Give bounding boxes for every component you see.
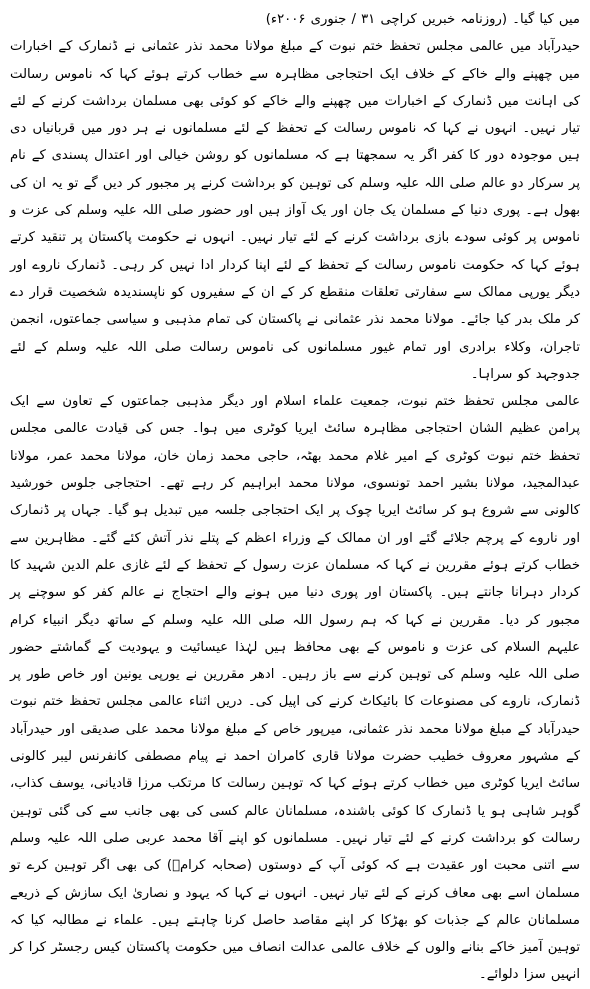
source-citation-line: میں کیا گیا۔ (روزنامہ خبریں کراچی ۳۱ / جنوری ۲۰۰۶ء) <box>265 12 580 27</box>
paragraph-kotri-protest: عالمی مجلس تحفظ ختم نبوت، جمعیت علماء اسلام اور دیگر مذہبی جماعتوں کے تعاون سے ایک پرامن عظیم الشان احتجاجی مظاہرہ سائٹ ایریا کوٹری میں ہوا۔ جس کی قیادت عالمی مجلس تحفظ ختم نبوت کوٹری کے امیر غلام محمد بھٹہ، حاجی محمد زمان خان، مولانا محمد عمر، مولانا عبدالمجید، مولانا بشیر احمد تونسوی، مولانا محمد ابراہیم کر رہے تھے۔ احتجاجی جلوس خورشید کالونی سے شروع ہو کر سائٹ ایریا چوک پر ایک احتجاجی جلسہ میں تبدیل ہو گیا۔ جہاں پر ڈنمارک اور ناروے کے پرچم جلائے گئے اور ان ممالک کے وزراء اعظم کے پتلے نذر آتش کئے گئے۔ مظاہرین سے خطاب کرتے ہوئے مقررین نے کہا کہ مسلمان عزت رسول کے تحفظ کے لئے غازی علم الدین شہید کا کردار دہرانا جانتے ہیں۔ پاکستان اور پوری دنیا میں ہونے والے احتجاج نے عالم کفر کو سوچنے پر مجبور کر دیا۔ مقررین نے کہا کہ ہم رسول اللہ صلی اللہ علیہ وسلم کے ساتھ دیگر انبیاء کرام علیہم السلام کی عزت و ناموس کے بھی محافظ ہیں لہٰذا عیسائیت و یہودیت کے گماشتے حضور صلی اللہ علیہ وسلم کی توہین کرنے سے باز رہیں۔ ادھر مقررین نے یورپی یونین اور خاص طور پر ڈنمارک، ناروے کی مصنوعات کا بائیکاٹ کرنے کی اپیل کی۔ دریں اثناء عالمی مجلس تحفظ ختم نبوت حیدرآباد کے مبلغ مولانا محمد نذر عثمانی، میرپور خاص کے مبلغ مولانا محمد علی صدیقی اور حیدرآباد کے مشہور معروف خطیب حضرت مولانا قاری کامران احمد نے پیام مصطفی کانفرنس لیبر کالونی سائٹ ایریا کوٹری میں خطاب کرتے ہوئے کہا کہ توہین رسالت کا مرتکب مرزا قادیانی، یوسف کذاب، گوہر شاہی ہو یا ڈنمارک کا کوئی باشندہ، مسلمانان عالم کسی کی بھی جانب سے کی گئی توہین رسالت کو برداشت کرنے کے لئے تیار نہیں۔ مسلمانوں کو اپنے آقا محمد عربی صلی اللہ علیہ وسلم سے اتنی محبت اور عقیدت ہے کہ کوئی آپ کے دوستوں (صحابہ کرامؓ) کی بھی اگر توہین کرے تو مسلمان اسے بھی معاف کرنے کے لئے تیار نہیں۔ انہوں نے کہا کہ یہود و نصاریٰ ایک سازش کے ذریعے مسلمانان عالم کے جذبات کو بھڑکا کر اپنے مقاصد حاصل کرنا چاہتے ہیں۔ علماء نے مطالبہ کیا کہ توہین آمیز خاکے بنانے والوں کے خلاف عالمی عدالت انصاف میں حکومت پاکستان کیس رجسٹر کرا کر انہیں سزا دلوائے۔ <box>10 394 580 983</box>
paragraph-hyderabad-protest: حیدرآباد میں عالمی مجلس تحفظ ختم نبوت کے مبلغ مولانا محمد نذر عثمانی نے ڈنمارک کے اخبارات میں چھپنے والے خاکے کے خلاف ایک احتجاجی مظاہرہ سے خطاب کرتے ہوئے کہا کہ ناموس رسالت کی اہانت میں ڈنمارک کے اخبارات میں چھپنے والے خاکے کو کوئی بھی مسلمان برداشت کرنے کے لئے تیار نہیں۔ انہوں نے کہا کہ ناموس رسالت کے تحفظ کے لئے مسلمانوں نے ہر دور میں قربانیاں دی ہیں موجودہ دور کا کفر اگر یہ سمجھتا ہے کہ مسلمانوں کو روشن خیالی اور اعتدال پسندی کے نام پر سرکار دو عالم صلی اللہ علیہ وسلم کی توہین کو برداشت کرنے پر مجبور کر دیں گے تو یہ ان کی بھول ہے۔ پوری دنیا کے مسلمان یک جان اور یک آواز ہیں اور حضور صلی اللہ علیہ وسلم کی عزت و ناموس پر کوئی سودے بازی برداشت کرنے کے لئے تیار نہیں۔ انہوں نے حکومت پاکستان پر تنقید کرتے ہوئے کہا کہ حکومت ناموس رسالت کے تحفظ کے لئے اپنا کردار ادا نہیں کر رہی۔ ڈنمارک ناروے اور دیگر یورپی ممالک سے سفارتی تعلقات منقطع کر کے ان کے سفیروں کو ناپسندیدہ شخصیت قرار دے کر ملک بدر کیا جائے۔ مولانا محمد نذر عثمانی نے پاکستان کی تمام مذہبی و سیاسی جماعتوں، انجمن تاجران، وکلاء برادری اور تمام غیور مسلمانوں کی ناموس رسالت صلی اللہ علیہ وسلم کے لئے جدوجہد کو سراہا۔ <box>10 39 580 382</box>
